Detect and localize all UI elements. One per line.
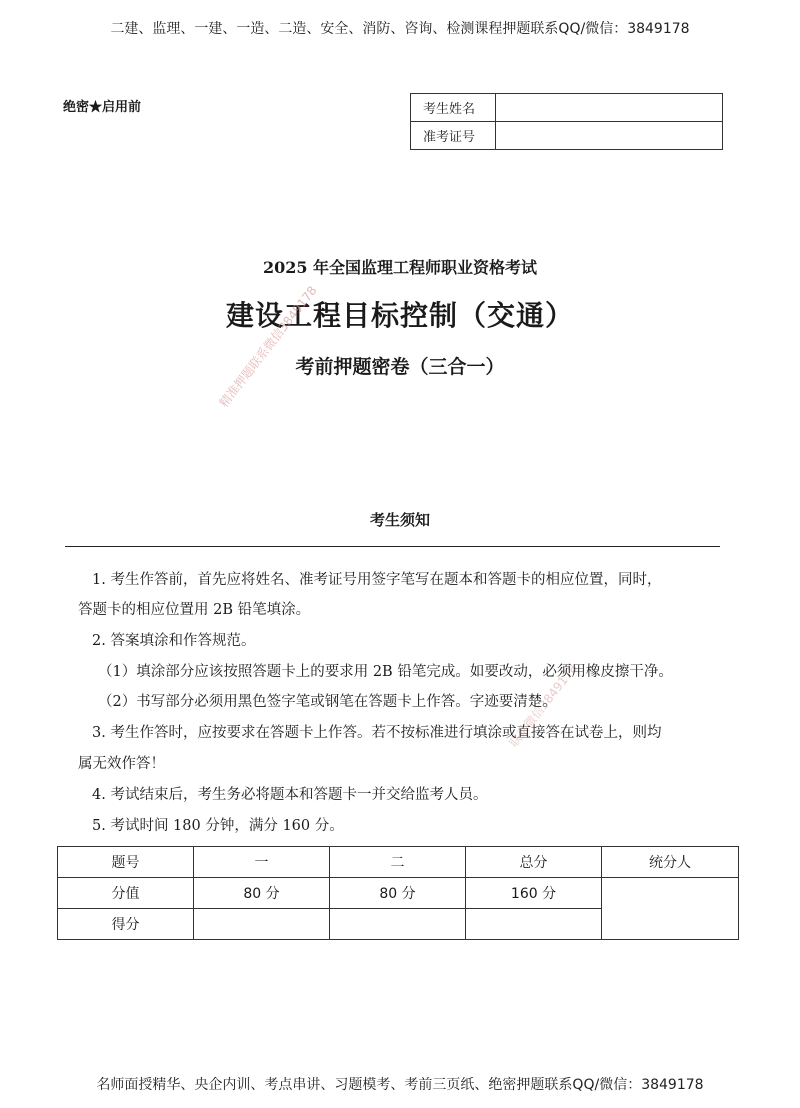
divider [65, 546, 720, 547]
exam-year-title: 2025 年全国监理工程师职业资格考试 [262, 258, 538, 277]
score-signer-cell [602, 878, 739, 940]
secret-mark: 绝密★启用前 [63, 100, 142, 115]
header-banner: 二建、监理、一建、一造、二造、安全、消防、咨询、检测课程押题联系QQ/微信：3849178 [110, 21, 690, 37]
info-label-name: 考生姓名 [411, 94, 496, 122]
notice-line: 属无效作答！ [78, 756, 165, 772]
notice-line: 答题卡的相应位置用 2B 铅笔填涂。 [78, 602, 311, 618]
score-header-cell: 二 [330, 847, 466, 878]
info-value-name [496, 94, 723, 122]
score-cell: 得分 [58, 909, 194, 940]
watermark-secondary: 联系微信3849178 [506, 661, 581, 750]
notice-line: （1）填涂部分应该按照答题卡上的要求用 2B 铅笔完成。如要改动，必须用橡皮擦干净。 [98, 664, 673, 680]
score-cell [330, 909, 466, 940]
score-cell: 80 分 [330, 878, 466, 909]
info-row-name [411, 94, 723, 122]
watermark: 精准押题联系微信3849178 [216, 283, 320, 410]
score-header-cell: 题号 [58, 847, 194, 878]
footer-banner: 名师面授精华、央企内训、考点串讲、习题模考、考前三页纸、绝密押题联系QQ/微信：3849178 [96, 1077, 704, 1093]
score-cell: 160 分 [466, 878, 602, 909]
info-label-id: 准考证号 [411, 122, 496, 150]
sub-title: 考前押题密卷（三合一） [295, 356, 505, 378]
main-title: 建设工程目标控制（交通） [225, 299, 574, 332]
notice-line: 5. 考试时间 180 分钟，满分 160 分。 [92, 818, 344, 834]
score-header-cell: 一 [194, 847, 330, 878]
info-value-id [496, 122, 723, 150]
notice-line: 1. 考生作答前，首先应将姓名、准考证号用签字笔写在题本和答题卡的相应位置，同时， [92, 572, 662, 588]
score-header-cell: 总分 [466, 847, 602, 878]
score-value-row [58, 878, 739, 909]
score-header-row [58, 847, 739, 878]
notice-line: 3. 考生作答时，应按要求在答题卡上作答。若不按标准进行填涂或直接答在试卷上，则均 [92, 725, 662, 741]
notice-line: 2. 答案填涂和作答规范。 [92, 633, 256, 649]
candidate-info-table [410, 93, 723, 150]
notice-line: 4. 考试结束后，考生务必将题本和答题卡一并交给监考人员。 [92, 787, 488, 803]
score-cell [194, 909, 330, 940]
score-table [57, 846, 739, 940]
info-row-id [411, 122, 723, 150]
score-header-cell: 统分人 [602, 847, 739, 878]
notice-heading: 考生须知 [369, 511, 430, 529]
score-cell: 分值 [58, 878, 194, 909]
score-cell [466, 909, 602, 940]
notice-line: （2）书写部分必须用黑色签字笔或钢笔在答题卡上作答。字迹要清楚。 [98, 694, 557, 710]
score-cell: 80 分 [194, 878, 330, 909]
